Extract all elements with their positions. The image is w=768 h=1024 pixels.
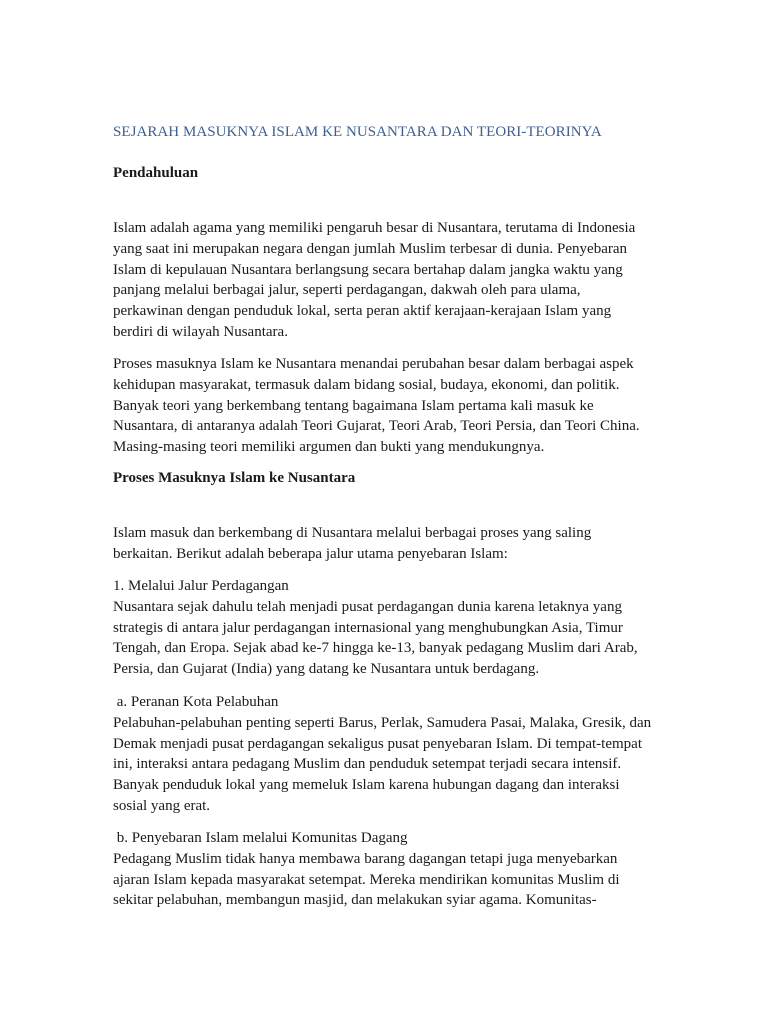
text-line: Pelabuhan-pelabuhan penting seperti Barus, Perlak, Samudera Pasai, Malaka, Gresik, dan xyxy=(113,714,652,731)
paragraph-jalur-perdagangan xyxy=(113,576,673,680)
text-line: Demak menjadi pusat perdagangan sekaligus pusat penyebaran Islam. Di tempat-tempat xyxy=(113,735,642,752)
text-line: Nusantara, di antaranya adalah Teori Gujarat, Teori Arab, Teori Persia, dan Teori China. xyxy=(113,418,640,435)
text-line: berkaitan. Berikut adalah beberapa jalur utama penyebaran Islam: xyxy=(113,545,508,562)
paragraph-komunitas-dagang xyxy=(113,828,673,911)
text-line: Banyak penduduk lokal yang memeluk Islam karena hubungan dagang dan interaksi xyxy=(113,777,620,794)
text-line: b. Penyebaran Islam melalui Komunitas Dagang xyxy=(113,830,408,846)
text-line: 1. Melalui Jalur Perdagangan xyxy=(113,578,289,594)
text-line: Pedagang Muslim tidak hanya membawa barang dagangan tetapi juga menyebarkan xyxy=(113,850,618,867)
text-line: ajaran Islam kepada masyarakat setempat. Mereka mendirikan komunitas Muslim di xyxy=(113,871,620,888)
paragraph-intro-2 xyxy=(113,354,673,458)
text-line: Nusantara sejak dahulu telah menjadi pusat perdagangan dunia karena letaknya yang xyxy=(113,598,622,615)
text-line: sekitar pelabuhan, membangun masjid, dan melakukan syiar agama. Komunitas- xyxy=(113,892,597,909)
text-line: perkawinan dengan penduduk lokal, serta peran aktif kerajaan-kerajaan Islam yang xyxy=(113,303,612,320)
text-line: Tengah, dan Eropa. Sejak abad ke-7 hingga ke-13, banyak pedagang Muslim dari Arab, xyxy=(113,640,638,657)
text-line: Islam adalah agama yang memiliki pengaruh besar di Nusantara, terutama di Indonesia xyxy=(113,220,636,236)
text-line: yang saat ini merupakan negara dengan jumlah Muslim terbesar di dunia. Penyebaran xyxy=(113,240,627,257)
text-line: a. Peranan Kota Pelabuhan xyxy=(113,694,279,710)
text-line: strategis di antara jalur perdagangan internasional yang menghubungkan Asia, Timur xyxy=(113,619,623,636)
paragraph-proses-intro xyxy=(113,523,673,565)
text-line: Proses masuknya Islam ke Nusantara menandai perubahan besar dalam berbagai aspek xyxy=(113,356,634,372)
text-line: Islam di kepulauan Nusantara berlangsung secara bertahap dalam jangka waktu yang xyxy=(113,261,623,278)
text-line: kehidupan masyarakat, termasuk dalam bidang sosial, budaya, ekonomi, dan politik. xyxy=(113,376,620,393)
text-line: panjang melalui berbagai jalur, seperti perdagangan, dakwah oleh para ulama, xyxy=(113,282,581,299)
text-line: sosial yang erat. xyxy=(113,797,211,814)
paragraph-intro-1 xyxy=(113,218,673,343)
section-heading-proses: Proses Masuknya Islam ke Nusantara xyxy=(113,470,356,486)
text-line: Islam masuk dan berkembang di Nusantara melalui berbagai proses yang saling xyxy=(113,525,592,541)
section-heading-pendahuluan: Pendahuluan xyxy=(113,165,199,181)
document-title: SEJARAH MASUKNYA ISLAM KE NUSANTARA DAN TEORI-TEORINYA xyxy=(113,124,602,140)
text-line: Persia, dan Gujarat (India) yang datang ke Nusantara untuk berdagang. xyxy=(113,661,540,678)
paragraph-kota-pelabuhan xyxy=(113,692,673,817)
text-line: Banyak teori yang berkembang tentang bagaimana Islam pertama kali masuk ke xyxy=(113,397,594,414)
text-line: ini, interaksi antara pedagang Muslim dan penduduk setempat terjadi secara intensif. xyxy=(113,756,622,773)
text-line: Masing-masing teori memiliki argumen dan bukti yang mendukungnya. xyxy=(113,439,545,456)
text-line: berdiri di wilayah Nusantara. xyxy=(113,323,288,340)
